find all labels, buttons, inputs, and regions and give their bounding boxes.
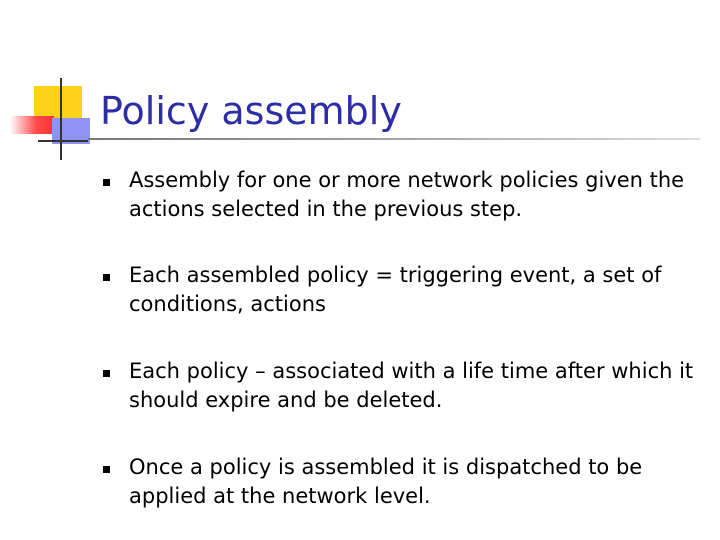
deco-horizontal-line bbox=[38, 140, 88, 142]
deco-red-block bbox=[10, 116, 54, 134]
square-bullet-icon bbox=[103, 466, 110, 473]
square-bullet-icon bbox=[103, 370, 110, 377]
slide-title: Policy assembly bbox=[100, 89, 402, 133]
square-bullet-icon bbox=[103, 179, 110, 186]
deco-vertical-line bbox=[60, 78, 62, 160]
bullet-text: Assembly for one or more network policies given the actions selected in the previous step. bbox=[129, 168, 685, 221]
bullet-text: Each assembled policy = triggering event, a set of conditions, actions bbox=[129, 263, 662, 316]
title-underline bbox=[88, 138, 700, 140]
bullet-text: Each policy – associated with a life time after which it should expire and be deleted. bbox=[129, 359, 694, 412]
bullet-text: Once a policy is assembled it is dispatched to be applied at the network level. bbox=[129, 455, 643, 508]
square-bullet-icon bbox=[103, 274, 110, 281]
